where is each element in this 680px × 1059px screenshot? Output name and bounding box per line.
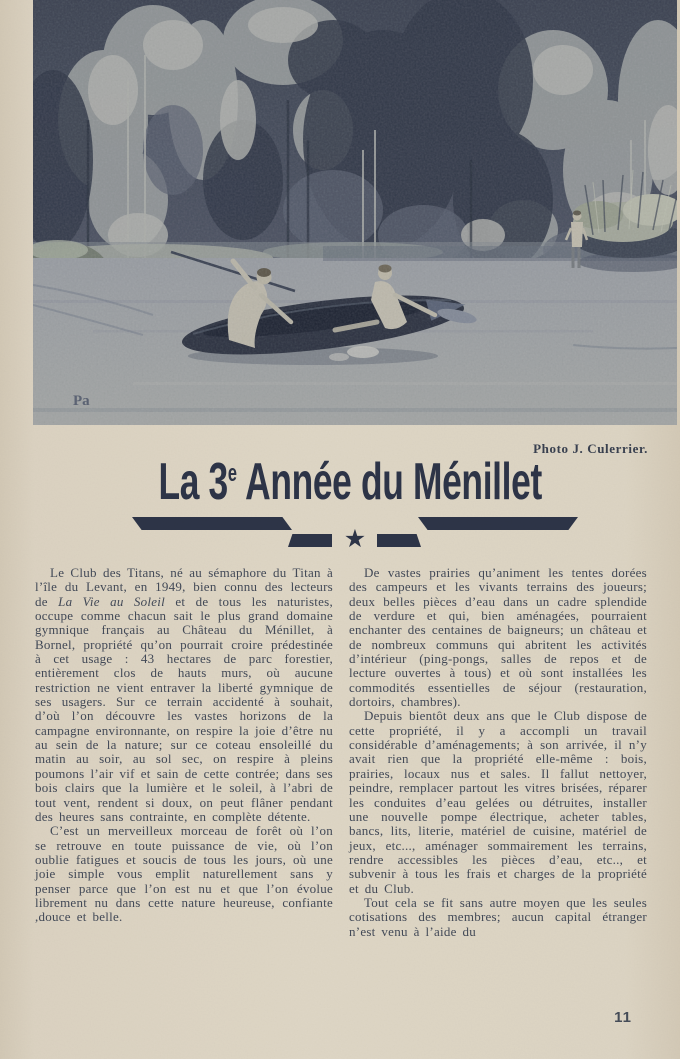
title-rest: Année du Ménillet	[236, 453, 542, 511]
star-icon: ★	[343, 524, 367, 553]
article-body	[0, 566, 680, 939]
photo-credit: Photo J. Culerrier.	[533, 441, 648, 456]
paragraph-text: et de tous les naturistes, occupe comme chacun sait le plus grand domaine gymnique français au Château du Ménillet, à Bornel, propriété qu’on pourrait croire prédestinée à cet usage : 43 hectares de parc forestier, entièrement clos de hauts murs, où aucune restriction ne vient entraver la liberté gymnique de ses usagers. Sur ce terrain accidenté à souhait, d’où l’on découvre les vastes horizons de la campagne environnante, on respire la joie d’être nu au sein de la nature; sur ce coteau ensoleillé du matin au soir, au sol sec, on respire à pleins poumons l’air vif et sain de cette contrée; dans ses bois clairs que la lumière et le soleil, à l’abri de tout vent, rendent si doux, on peut flâner pendant des heures sans contrainte, en complète détente.	[35, 593, 333, 824]
photo-monogram: Pa	[73, 393, 90, 409]
paragraph-text: Le Club des Titans, né au sémaphore du Titan à l’île du Levant, en 1949, bien connu des lecteurs de	[35, 565, 333, 609]
paragraph-right-2: Depuis bientôt deux ans que le Club dispose de cette propriété, il y a accompli un travail considérable d’aménagements; à son arrivée, il n’y avait rien que la propriété elle-même : bois, prairies, locaux nus et sales. Il fallut nettoyer, peindre, remplacer partout les vitres brisées, réparer les conduites d’eau gelées ou détruites, installer une nouvelle pompe électrique, acheter tables, bancs, lits, literie, matériel de cuisine, matériel de jeux, etc..., aménager sommairement les terrains, rendre accessibles les pièces d’eau, etc.., et subvenir à tous les frais et charges de la propriété et du Club.	[349, 708, 647, 896]
title-superscript: e	[227, 460, 237, 487]
page-number: 11	[614, 1009, 632, 1026]
ornament-long-bar-right	[418, 517, 578, 530]
title-lead: La 3	[158, 453, 228, 511]
article-title	[109, 455, 571, 509]
article-photo	[33, 0, 677, 425]
paragraph-left-2: C’est un merveilleux morceau de forêt où l’on se retrouve en toute puissance de vie, où l’on oublie fatigues et soucis de tous les jours, où une joie simple vous emplit naturellement sans y penser parce que l’on est nu et que l’on évolue librement nu dans cette nature heureuse, confiante ,douce et belle.	[35, 823, 333, 925]
column-left	[35, 566, 333, 939]
paragraph-left-1	[35, 566, 333, 824]
ornament-long-bar-left	[132, 517, 292, 530]
paragraph-right-3: Tout cela se fit sans autre moyen que les seules cotisations des membres; aucun capital étranger n’est venu à l’aide du	[349, 894, 647, 939]
magazine-name-italic: La Vie au Soleil	[58, 593, 166, 609]
ornament-small-bar-right	[377, 534, 421, 547]
paragraph-right-1: De vastes prairies qu’animent les tentes dorées des campeurs et les vivants terrains des joueurs; deux belles pièces d’eau dans un cadre splendide de verdure et qui, bien aménagées, pourraient enchanter des centaines de baigneurs; un château et de nombreux communs qui abritent les activités d’intérieur (ping-pongs, salles de repos et de lecture ouvertes à tous) et où sont installées les commodités essentielles de séjour (restauration, dortoirs, chambres).	[349, 565, 647, 710]
ornament-small-bar-left	[288, 534, 332, 547]
title-ornament	[130, 517, 580, 551]
column-right	[349, 566, 647, 939]
canoe-pond-photo-illustration	[33, 0, 677, 425]
